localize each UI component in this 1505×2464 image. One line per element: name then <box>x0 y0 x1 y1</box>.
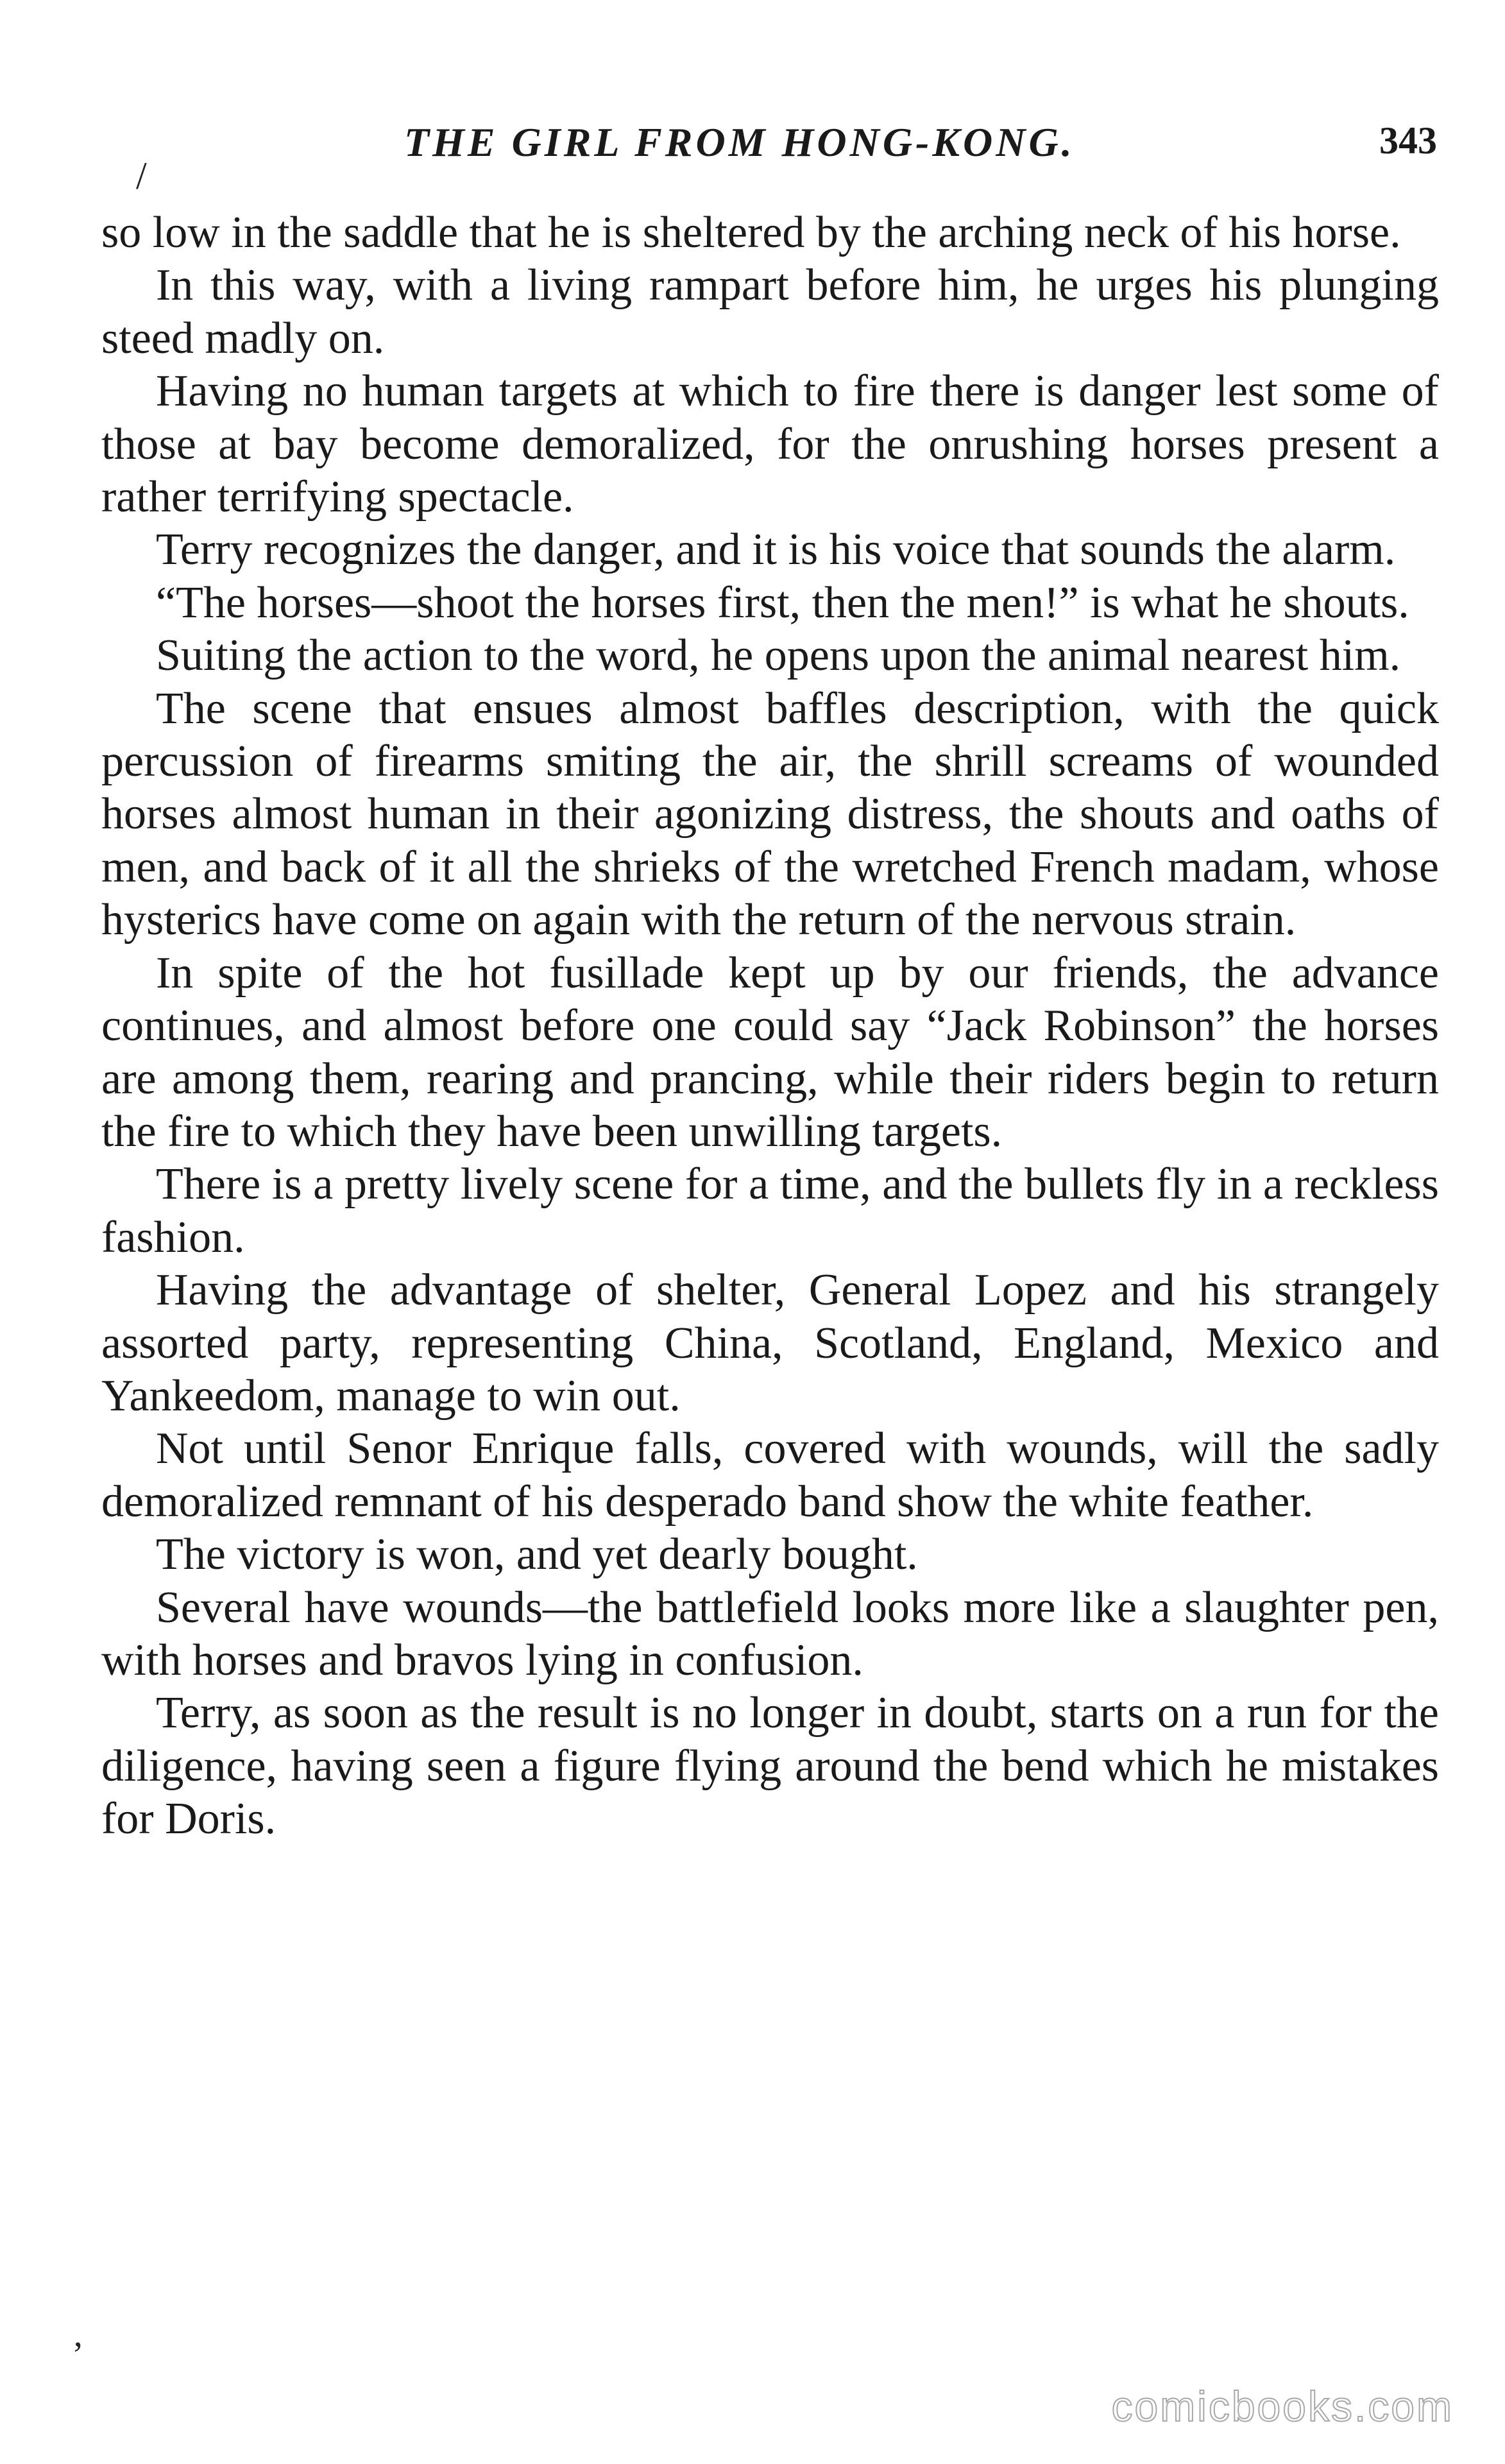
watermark: comicbooks.com <box>1111 2383 1454 2430</box>
paragraph: Several have wounds—the battlefield looks more like a slaughter pen, with horses and bravos lying in confusion. <box>101 1582 1439 1685</box>
paragraph: Terry recognizes the danger, and it is his voice that sounds the alarm. <box>156 525 1396 575</box>
paragraph: The victory is won, and yet dearly bought. <box>156 1530 918 1580</box>
stray-mark-top: / <box>136 155 147 197</box>
body-text <box>101 207 1439 1846</box>
running-title: THE GIRL FROM HONG-KONG. <box>404 119 1075 165</box>
page-number: 343 <box>1379 119 1437 162</box>
paragraph: The scene that ensues almost baffles description, with the quick percussion of firearms smiting the air, the shrill screams of wounded horses almost human in their agonizing distress, the shouts and oaths of men, and back of it all the shrieks of the wretched French madam, whose hysterics have come on again with the return of the nervous strain. <box>101 683 1439 945</box>
paragraph: Suiting the action to the word, he opens upon the animal nearest him. <box>156 631 1401 681</box>
paragraph: “The horses—shoot the horses first, then the men!” is what he shouts. <box>156 578 1409 628</box>
paragraph: so low in the saddle that he is sheltered by the arching neck of his horse. <box>101 208 1401 257</box>
stray-mark-bottom: ’ <box>72 2335 84 2375</box>
paragraph: Having no human targets at which to fire there is danger lest some of those at bay become demoralized, for the onrushing horses present a rather terrifying spectacle. <box>101 366 1439 522</box>
paragraph: Terry, as soon as the result is no longer in doubt, starts on a run for the diligence, having seen a figure flying around the bend which he mistakes for Doris. <box>101 1688 1439 1844</box>
paragraph: In this way, with a living rampart before him, he urges his plunging steed madly on. <box>101 261 1439 363</box>
paragraph: There is a pretty lively scene for a time, and the bullets fly in a reckless fashion. <box>101 1159 1439 1262</box>
paragraph: Not until Senor Enrique falls, covered with wounds, will the sadly demoralized remnant of his desperado band show the white feather. <box>101 1424 1439 1527</box>
paragraph: Having the advantage of shelter, General Lopez and his strangely assorted party, representing China, Scotland, England, Mexico and Yankeedom, manage to win out. <box>101 1265 1439 1421</box>
page-header <box>103 119 1437 170</box>
paragraph: In spite of the hot fusillade kept up by our friends, the advance continues, and almost before one could say “Jack Robinson” the horses are among them, rearing and prancing, while their riders begin to return the fire to which they have been unwilling targets. <box>101 948 1439 1156</box>
